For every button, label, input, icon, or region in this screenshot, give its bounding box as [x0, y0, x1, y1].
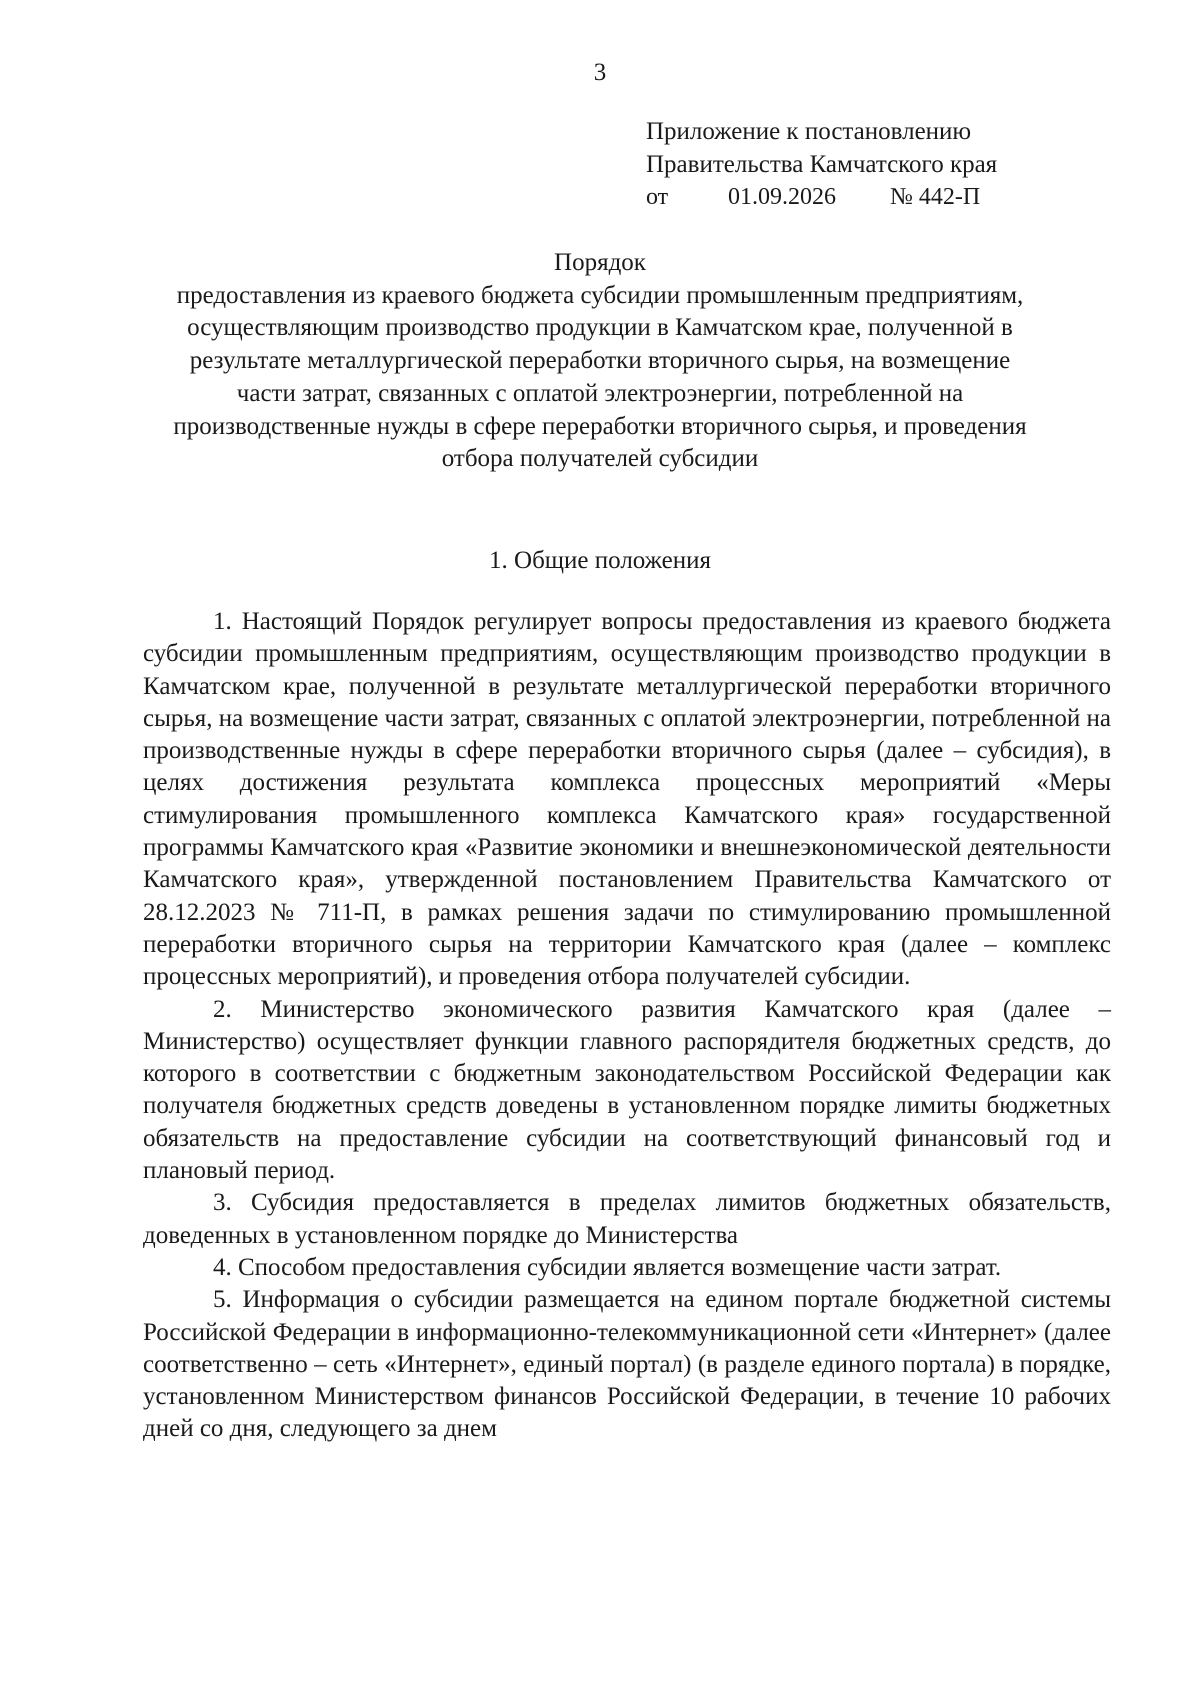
paragraph-4: 4. Способом предоставления субсидии является возмещение части затрат.: [213, 1253, 1002, 1281]
document-body: [143, 606, 1111, 1446]
paragraph-2: 2. Министерство экономического развития Камчатского края (далее – Министерство) осуществляет функции главного распорядителя бюджетных средств, до которого в соответствии с бюджетным законодательством Российской Федерации как получателя бюджетных средств доведены в установленном порядке лимиты бюджетных обязательств на предоставление субсидии на соответствующий финансовый год и плановый период.: [143, 995, 1111, 1185]
decree-number: № 442-П: [890, 184, 981, 210]
paragraph-3: 3. Субсидия предоставляется в пределах лимитов бюджетных обязательств, доведенных в установленном порядке до Министерства: [143, 1189, 1111, 1249]
title-line-2: осуществляющим производство продукции в Камчатском крае, полученной в: [187, 314, 1013, 342]
section-heading: 1. Общие положения: [489, 547, 711, 574]
decree-prefix: от: [646, 184, 669, 210]
title-line-5: производственные нужды в сфере переработки вторичного сырья, и проведения: [173, 412, 1027, 440]
appendix-line-1: Приложение к постановлению: [646, 118, 972, 145]
title-heading: Порядок: [554, 249, 646, 276]
appendix-header: [646, 115, 997, 214]
title-line-1: предоставления из краевого бюджета субсидии промышленным предприятиям,: [176, 281, 1024, 309]
title-line-4: части затрат, связанных с оплатой электроэнергии, потребленной на: [236, 379, 964, 407]
document-title: [110, 247, 1090, 476]
decree-reference: [646, 181, 997, 214]
paragraph-1: 1. Настоящий Порядок регулирует вопросы предоставления из краевого бюджета субсидии промышленным предприятиям, осуществляющим производство продукции в Камчатском крае, полученной в результате металлургической переработки вторичного сырья, на возмещение части затрат, связанных с оплатой электроэнергии, потребленной на производственные нужды в сфере переработки вторичного сырья (далее – субсидия), в целях достижения результата комплекса процессных мероприятий «Меры стимулирования промышленного комплекса Камчатского края» государственной программы Камчатского края «Развитие экономики и внешнеэкономической деятельности Камчатского края», утвержденной постановлением Правительства Камчатского от 28.12.2023 № 711-П, в рамках решения задачи по стимулированию промышленной переработки вторичного сырья на территории Камчатского края (далее – комплекс процессных мероприятий), и проведения отбора получателей субсидии.: [143, 608, 1111, 991]
paragraph-5: 5. Информация о субсидии размещается на едином портале бюджетной системы Российской Федерации в информационно-телекоммуникационной сети «Интернет» (далее соответственно – сеть «Интернет», единый портал) (в разделе единого портала) в порядке, установленном Министерством финансов Российской Федерации, в течение 10 рабочих дней со дня, следующего за днем: [143, 1286, 1111, 1443]
title-line-6: отбора получателей субсидии: [441, 445, 759, 473]
page-number: 3: [593, 59, 607, 86]
decree-date: 01.09.2026: [728, 184, 836, 210]
title-line-3: результате металлургической переработки вторичного сырья, на возмещение: [189, 347, 1011, 375]
appendix-line-2: Правительства Камчатского края: [646, 151, 998, 178]
